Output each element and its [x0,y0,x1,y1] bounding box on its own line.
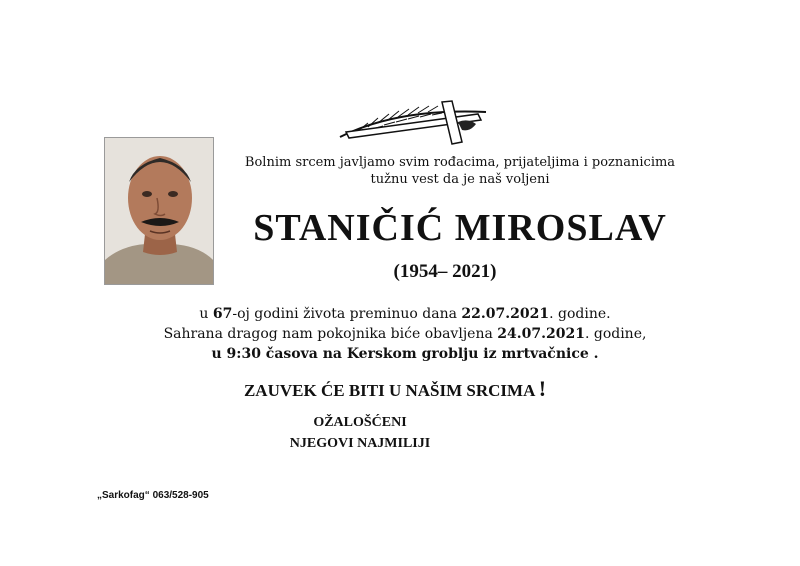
intro-text [230,154,690,188]
mourners-line-2: NJEGOVI NAJMILIJI [289,436,431,451]
intro-line-1: Bolnim srcem javljamo svim rođacima, prijateljima i poznanicima [244,155,676,170]
cross-palm-icon [338,100,488,145]
funeral-time-place: u 9:30 časova na Kerskom groblju iz mrtvačnice . [211,346,599,362]
mourners-block [250,412,470,454]
line1-prefix: u [199,306,213,322]
agency-footer: „Sarkofag“ 063/528-905 [97,490,209,501]
death-date: 22.07.2021 [461,306,550,322]
deceased-name: STANIČIĆ MIROSLAV [253,207,667,249]
life-years: (1954– 2021) [393,261,497,282]
line2-suffix: . godine, [584,326,647,342]
mourners-line-1: OŽALOŠĆENI [313,415,407,430]
funeral-info-line [100,326,710,342]
line1-mid: -oj godini života preminuo dana [232,306,462,322]
remembrance-text: ZAUVEK ĆE BITI U NAŠIM SRCIMA [243,381,539,400]
remembrance-line [180,376,610,402]
exclamation-mark: ! [538,376,547,401]
line2-prefix: Sahrana dragog nam pokojnika biće obavljena [163,326,498,342]
funeral-date: 24.07.2021 [497,326,585,342]
age: 67 [212,306,233,322]
intro-line-2: tužnu vest da je naš voljeni [370,172,550,187]
death-info-line [100,306,710,322]
portrait-photo [104,137,214,285]
line1-suffix: . godine. [549,306,611,322]
